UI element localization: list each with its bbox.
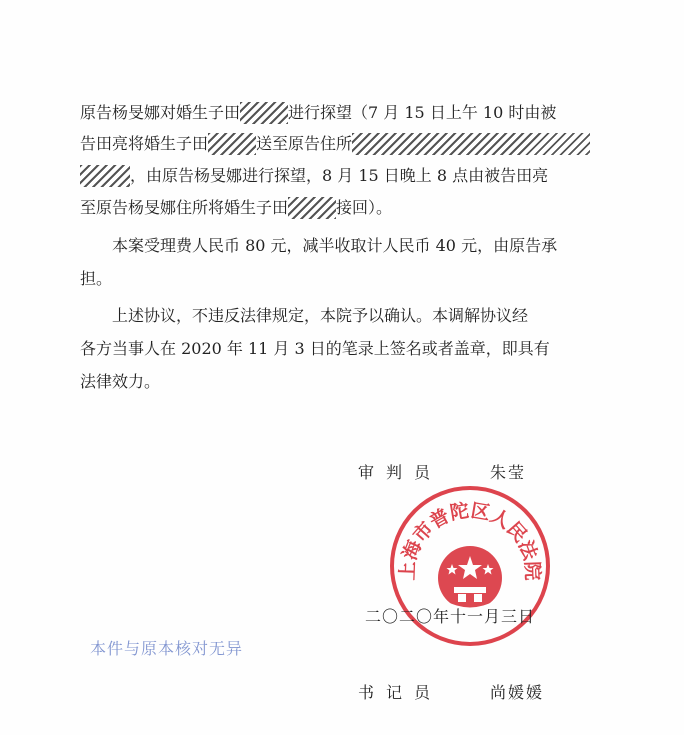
judge-name: 朱莹 <box>490 463 527 482</box>
paragraph1-line4 <box>80 195 392 221</box>
clerk-title: 书记员 <box>358 683 443 702</box>
paragraph2-line1: 本案受理费人民币 80 元，减半收取计人民币 40 元，由原告承 <box>112 236 558 255</box>
paragraph2-line2: 担。 <box>80 269 113 288</box>
text-segment: 至原告杨旻娜住所将婚生子田 <box>80 198 289 217</box>
paragraph1-line1 <box>80 100 556 126</box>
redaction-block <box>208 133 256 155</box>
redaction-block <box>240 102 288 124</box>
paragraph3-line3: 法律效力。 <box>80 372 161 391</box>
judge-title: 审判员 <box>358 463 443 482</box>
text-segment: 原告杨旻娜对婚生子田 <box>80 103 241 122</box>
document-date: 二〇二〇年十一月三日 <box>365 607 536 626</box>
national-emblem-icon <box>438 546 502 610</box>
verification-stamp: 本件与原本核对无异 <box>90 639 244 658</box>
text-segment: ，由原告杨旻娜进行探望，8 月 15 日晚上 8 点由被告田亮 <box>130 166 549 185</box>
text-segment: 送至原告住所 <box>256 134 353 153</box>
clerk-signature-row <box>358 680 544 703</box>
text-segment: 接回）。 <box>336 198 393 217</box>
redaction-block <box>352 133 590 155</box>
paragraph3-line1: 上述协议，不违反法律规定，本院予以确认。本调解协议经 <box>112 306 529 325</box>
paragraph3-line2: 各方当事人在 2020 年 11 月 3 日的笔录上签名或者盖章，即具有 <box>80 339 550 358</box>
clerk-name: 尚媛媛 <box>490 683 545 702</box>
seal-text: 上海市普陀区人民法院 <box>396 499 544 581</box>
text-segment: 进行探望（7 月 15 日上午 10 时由被 <box>288 103 557 122</box>
redaction-block <box>80 165 130 187</box>
paragraph1-line3 <box>80 163 548 189</box>
judge-signature-row <box>358 460 526 483</box>
redaction-block <box>288 197 336 219</box>
text-segment: 告田亮将婚生子田 <box>80 134 209 153</box>
paragraph1-line2 <box>80 131 590 157</box>
